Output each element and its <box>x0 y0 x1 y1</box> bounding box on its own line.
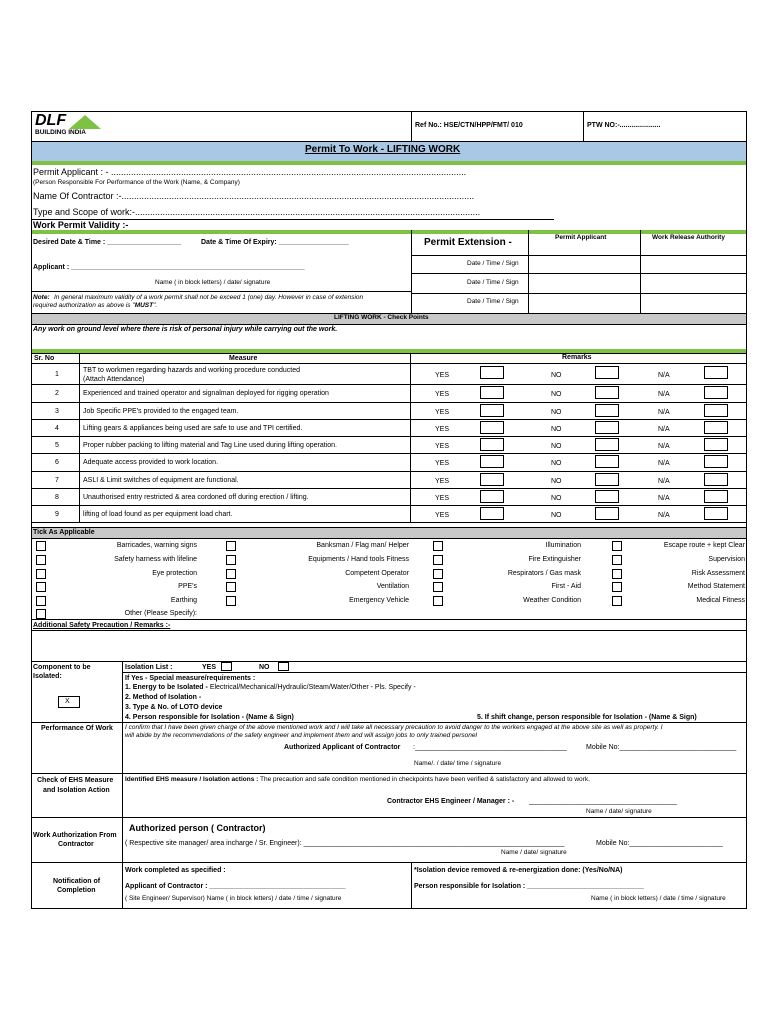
checkpoint-sr: 6 <box>55 459 59 466</box>
col-remarks: Remarks <box>562 354 592 361</box>
note-text-end: ". <box>153 302 158 309</box>
logo-subtitle: BUILDING INDIA <box>35 129 86 136</box>
tick-item-checkbox[interactable] <box>36 555 46 565</box>
isolation-label-2: Isolated: <box>33 673 62 680</box>
checkpoint-na-checkbox[interactable] <box>704 438 728 451</box>
tick-item-checkbox[interactable] <box>226 569 236 579</box>
permit-applicant-hint: (Person Responsible For Performance of the Work (Name, & Company) <box>33 179 240 186</box>
checkpoint-measure: TBT to workmen regarding hazards and working procedure conducted <box>83 367 300 374</box>
tick-item-label: Other (Please Specify): <box>124 610 197 617</box>
isolation-no-checkbox[interactable] <box>278 662 289 671</box>
checkpoint-na-checkbox[interactable] <box>704 366 728 379</box>
tick-item-label: Risk Assessment <box>691 570 745 577</box>
contractor-field[interactable]: Name Of Contractor :-............................................................................................................................................. <box>33 191 475 201</box>
checkpoint-yes-label: YES <box>435 391 450 398</box>
ehs-engineer-label: Contractor EHS Engineer / Manager : - <box>387 798 515 805</box>
checkpoint-yes-label: YES <box>435 478 450 485</box>
tick-item-checkbox[interactable] <box>612 582 622 592</box>
checkpoint-yes-checkbox[interactable] <box>480 404 504 417</box>
checkpoint-no-checkbox[interactable] <box>595 404 619 417</box>
extension-row[interactable]: Date / Time / Sign <box>467 279 519 286</box>
scope-field[interactable]: Type and Scope of work:-.......................................................................................................................................... <box>33 207 481 217</box>
checkpoint-no-checkbox[interactable] <box>595 421 619 434</box>
logo-text: DLF <box>35 112 67 129</box>
tick-item-label: Earthing <box>170 597 197 604</box>
ptw-no: PTW NO:-..................... <box>587 122 661 129</box>
checkpoint-sr: 3 <box>55 408 59 415</box>
checkpoint-measure: Job Specific PPE's provided to the engaged team. <box>83 408 239 415</box>
performance-signature-hint: Name/. / date/ time / signature <box>414 760 502 767</box>
energy-label: 1. Energy to be Isolated - <box>125 684 208 691</box>
tick-item-checkbox[interactable] <box>36 596 46 606</box>
checkpoint-sr: 9 <box>55 511 59 518</box>
completion-label: Notification of <box>53 878 101 885</box>
isolation-yes-checkbox[interactable] <box>221 662 232 671</box>
checkpoint-na-label: N/A <box>658 460 670 467</box>
checkpoint-no-checkbox[interactable] <box>595 366 619 379</box>
tick-item-label: Fire Extinguisher <box>528 556 581 563</box>
checkpoint-measure: Adequate access provided to work location. <box>83 459 219 466</box>
isolation-no-label: NO <box>259 664 270 671</box>
ehs-signature-hint: Name / date/ signature <box>586 808 652 815</box>
checkpoint-yes-checkbox[interactable] <box>480 366 504 379</box>
tick-item-checkbox[interactable] <box>226 541 236 551</box>
checkpoints-intro: Any work on ground level where there is risk of personal injury while carrying out the work. <box>33 326 338 333</box>
tick-item-checkbox[interactable] <box>36 582 46 592</box>
tick-item-label: Safety harness with lifeline <box>114 556 197 563</box>
ehs-text: The precaution and safe condition mentioned in checkpoints have been verified & satisfactory and allowed to work. <box>259 776 590 783</box>
checkpoint-no-label: NO <box>551 478 562 485</box>
authorization-mobile-field[interactable]: Mobile No:________________________ <box>596 840 723 847</box>
checkpoint-no-checkbox[interactable] <box>595 438 619 451</box>
extension-row[interactable]: Date / Time / Sign <box>467 260 519 267</box>
checkpoint-no-checkbox[interactable] <box>595 507 619 520</box>
checkpoint-measure-note: (Attach Attendance) <box>83 376 145 383</box>
tick-item-checkbox[interactable] <box>612 555 622 565</box>
checkpoint-yes-checkbox[interactable] <box>480 438 504 451</box>
checkpoint-no-label: NO <box>551 409 562 416</box>
checkpoint-yes-label: YES <box>435 495 450 502</box>
shift-change-isolation: 5. If shift change, person responsible for Isolation - (Name & Sign) <box>477 714 697 721</box>
note-must: MUST <box>134 302 154 309</box>
checkpoint-no-label: NO <box>551 372 562 379</box>
tick-item-label: Eye protection <box>152 570 197 577</box>
checkpoint-yes-checkbox[interactable] <box>480 507 504 520</box>
tick-item-label: Barricades, warning signs <box>116 542 197 549</box>
checkpoint-na-label: N/A <box>658 409 670 416</box>
tick-item-label: Medical Fitness <box>696 597 745 604</box>
person-responsible-isolation: 4. Person responsible for Isolation - (Name & Sign) <box>125 714 294 721</box>
checkpoint-na-checkbox[interactable] <box>704 404 728 417</box>
note-label: Note: <box>33 294 50 301</box>
authorized-applicant-label: Authorized Applicant of Contractor <box>284 744 401 751</box>
checkpoint-yes-label: YES <box>435 372 450 379</box>
col-sr-no: Sr. No <box>34 355 55 362</box>
tick-item-label: Emergency Vehicle <box>349 597 409 604</box>
checkpoint-sr: 1 <box>55 371 59 378</box>
ehs-label-2: and Isolation Action <box>43 787 110 794</box>
tick-item-label: Equipments / Hand tools Fitness <box>308 556 409 563</box>
checkpoint-na-label: N/A <box>658 478 670 485</box>
tick-item-checkbox[interactable] <box>433 555 443 565</box>
performance-text-2: will abide by the recommendations of the safety engineer and implement them and will assign jobs to only trained personel <box>125 732 477 739</box>
performance-mobile-field[interactable]: Mobile No:______________________________ <box>586 744 737 751</box>
checkpoint-no-checkbox[interactable] <box>595 490 619 503</box>
checkpoint-no-label: NO <box>551 443 562 450</box>
completion-person-field[interactable]: Person responsible for Isolation : ______________________________ <box>414 883 644 890</box>
checkpoint-na-checkbox[interactable] <box>704 421 728 434</box>
authorization-label: Work Authorization From <box>33 832 117 839</box>
tick-item-checkbox[interactable] <box>433 541 443 551</box>
checkpoint-na-checkbox[interactable] <box>704 507 728 520</box>
completion-applicant-field[interactable]: Applicant of Contractor : ___________________________________ <box>125 883 346 890</box>
checkpoint-sr: 4 <box>55 425 59 432</box>
checkpoint-na-label: N/A <box>658 426 670 433</box>
respective-manager-field[interactable]: ( Respective site manager/ area incharge / Sr. Engineer): ___________________________________________________________________ <box>125 840 565 847</box>
desired-date-field[interactable]: Desired Date & Time : ___________________ <box>33 239 182 246</box>
checkpoint-no-checkbox[interactable] <box>595 473 619 486</box>
ehs-label: Check of EHS Measure <box>37 777 114 784</box>
checkpoint-measure: lifting of load found as per equipment load chart. <box>83 511 233 518</box>
applicant-field[interactable]: Applicant : ____________________________________________________________ <box>33 264 305 271</box>
tick-item-checkbox[interactable] <box>612 541 622 551</box>
page-title: Permit To Work - LIFTING WORK <box>305 144 461 155</box>
tick-item-label: PPE's <box>178 583 197 590</box>
checkpoint-na-label: N/A <box>658 443 670 450</box>
isolation-yes-label: YES <box>202 664 217 671</box>
checkpoint-no-label: NO <box>551 391 562 398</box>
performance-text: I confirm that I have been given charge of the above mentioned work and I will take all necessary precaution to avoid danger to the workers engaged at the above site as well as property. I <box>125 724 663 731</box>
permit-extension-title: Permit Extension - <box>424 237 512 248</box>
ehs-text-line <box>125 777 590 784</box>
authorization-label-2: Contractor <box>58 841 94 848</box>
checkpoint-measure: Experienced and trained operator and signalman deployed for rigging operation <box>83 390 329 397</box>
checkpoint-sr: 2 <box>55 390 59 397</box>
validity-label: Work Permit Validity :- <box>33 220 129 230</box>
note-text: In general maximum validity of a work permit shall not be exceed 1 (one) day. However in case of extension <box>54 294 364 301</box>
checkpoint-yes-label: YES <box>435 443 450 450</box>
checkpoint-measure: Proper rubber packing to lifting material and Tag Line used during lifting operation. <box>83 442 337 449</box>
checkpoint-yes-label: YES <box>435 426 450 433</box>
tick-item-label: Competent Operator <box>345 570 409 577</box>
checkpoint-measure: Unauthorised entry restricted & area cordoned off during erection / lifting. <box>83 494 309 501</box>
work-completed-label: Work completed as specified : <box>125 867 226 874</box>
tick-header: Tick As Applicable <box>33 529 95 536</box>
completion-signature-hint-2: Name ( in block letters) / date / time / signature <box>591 895 726 902</box>
tick-item-label: Banksman / Flag man/ Helper <box>316 542 409 549</box>
authorized-person-title: Authorized person ( Contractor) <box>129 823 266 833</box>
tick-item-checkbox[interactable] <box>36 569 46 579</box>
extension-col-authority: Work Release Authority <box>652 234 725 241</box>
tick-item-label: Supervision <box>708 556 745 563</box>
checkpoint-yes-checkbox[interactable] <box>480 386 504 399</box>
checkpoint-na-checkbox[interactable] <box>704 490 728 503</box>
energy-line <box>125 684 416 691</box>
applicant-name-hint: Name ( in block letters) / date/ signature <box>155 279 271 286</box>
checkpoint-sr: 7 <box>55 477 59 484</box>
checkpoint-na-checkbox[interactable] <box>704 386 728 399</box>
checkpoint-na-checkbox[interactable] <box>704 455 728 468</box>
completion-label-2: Completion <box>57 887 96 894</box>
checkpoint-yes-label: YES <box>435 460 450 467</box>
checkpoint-measure: ASLI & Limit switches of equipment are functional. <box>83 477 239 484</box>
tick-item-checkbox[interactable] <box>226 582 236 592</box>
additional-remarks-label: Additional Safety Precaution / Remarks :- <box>33 622 171 629</box>
checkpoint-sr: 8 <box>55 494 59 501</box>
checkpoint-yes-label: YES <box>435 409 450 416</box>
tick-item-label: Escape route + kept Clear <box>663 542 745 549</box>
checkpoint-na-checkbox[interactable] <box>704 473 728 486</box>
checkpoint-na-label: N/A <box>658 391 670 398</box>
tick-item-checkbox[interactable] <box>433 582 443 592</box>
isolation-list-label: Isolation List : <box>125 664 173 671</box>
checkpoint-no-checkbox[interactable] <box>595 386 619 399</box>
ref-no: Ref No.: HSE/CTN/HPP/FMT/ 010 <box>415 122 523 129</box>
checkpoint-yes-checkbox[interactable] <box>480 473 504 486</box>
identified-ehs-label: Identified EHS measure / Isolation actions : <box>125 776 259 783</box>
if-yes-label: If Yes - Special measure/requirements : <box>125 675 256 682</box>
isolation-removed-label: *Isolation device removed & re-energization done: (Yes/No/NA) <box>414 867 623 874</box>
tick-item-checkbox[interactable] <box>36 609 46 619</box>
checkpoint-na-label: N/A <box>658 512 670 519</box>
checkpoint-yes-checkbox[interactable] <box>480 421 504 434</box>
tick-item-checkbox[interactable] <box>612 569 622 579</box>
tick-item-checkbox[interactable] <box>433 569 443 579</box>
checkpoints-header: LIFTING WORK - Check Points <box>334 314 429 321</box>
loto-device: 3. Type & No. of LOTO device <box>125 704 223 711</box>
checkpoint-no-label: NO <box>551 512 562 519</box>
checkpoint-no-label: NO <box>551 495 562 502</box>
authorization-signature-hint: Name / date/ signature <box>501 849 567 856</box>
checkpoint-no-label: NO <box>551 460 562 467</box>
expiry-date-field[interactable]: Date & Time Of Expiry: __________________ <box>201 239 349 246</box>
tick-item-label: Weather Condition <box>523 597 581 604</box>
col-measure: Measure <box>229 355 258 362</box>
tick-item-checkbox[interactable] <box>226 555 236 565</box>
isolation-label: Component to be <box>33 664 91 671</box>
isolation-x-mark: X <box>65 698 70 705</box>
checkpoint-no-checkbox[interactable] <box>595 455 619 468</box>
energy-options[interactable]: Electrical/Mechanical/Hydraulic/Steam/Water/Other - Pls. Specify - <box>209 684 416 691</box>
checkpoint-yes-checkbox[interactable] <box>480 490 504 503</box>
ehs-engineer-field[interactable]: ______________________________________ <box>529 798 677 805</box>
tick-item-label: Respirators / Gas mask <box>507 570 581 577</box>
tick-item-label: Ventilation <box>376 583 409 590</box>
checkpoint-yes-label: YES <box>435 512 450 519</box>
checkpoint-measure: Lifting gears & appliances being used are safe to use and TPI certified. <box>83 425 303 432</box>
completion-signature-hint: ( Site Engineer/ Supervisor) Name ( in block letters) / date / time / signature <box>125 895 342 902</box>
authorized-applicant-field[interactable]: :_______________________________________ <box>413 744 567 751</box>
tick-item-label: Illumination <box>545 542 581 549</box>
checkpoint-yes-checkbox[interactable] <box>480 455 504 468</box>
checkpoint-na-label: N/A <box>658 372 670 379</box>
tick-item-label: Method Statement <box>687 583 745 590</box>
note-text-line2 <box>33 303 157 310</box>
tick-item-label: First - Aid <box>551 583 581 590</box>
tick-item-checkbox[interactable] <box>433 596 443 606</box>
tick-item-checkbox[interactable] <box>36 541 46 551</box>
checkpoint-sr: 5 <box>55 442 59 449</box>
tick-item-checkbox[interactable] <box>612 596 622 606</box>
checkpoint-no-label: NO <box>551 426 562 433</box>
performance-label: Performance Of Work <box>41 725 113 732</box>
tick-item-checkbox[interactable] <box>226 596 236 606</box>
extension-col-applicant: Permit Applicant <box>555 234 607 241</box>
permit-applicant-field[interactable]: Permit Applicant : - .............................................................................................................................................. <box>33 167 467 177</box>
note-text-start: required authorization as above is " <box>33 302 135 309</box>
dlf-logo <box>35 113 115 139</box>
method-of-isolation: 2. Method of Isolation - <box>125 694 202 701</box>
checkpoint-na-label: N/A <box>658 495 670 502</box>
extension-row[interactable]: Date / Time / Sign <box>467 298 519 305</box>
